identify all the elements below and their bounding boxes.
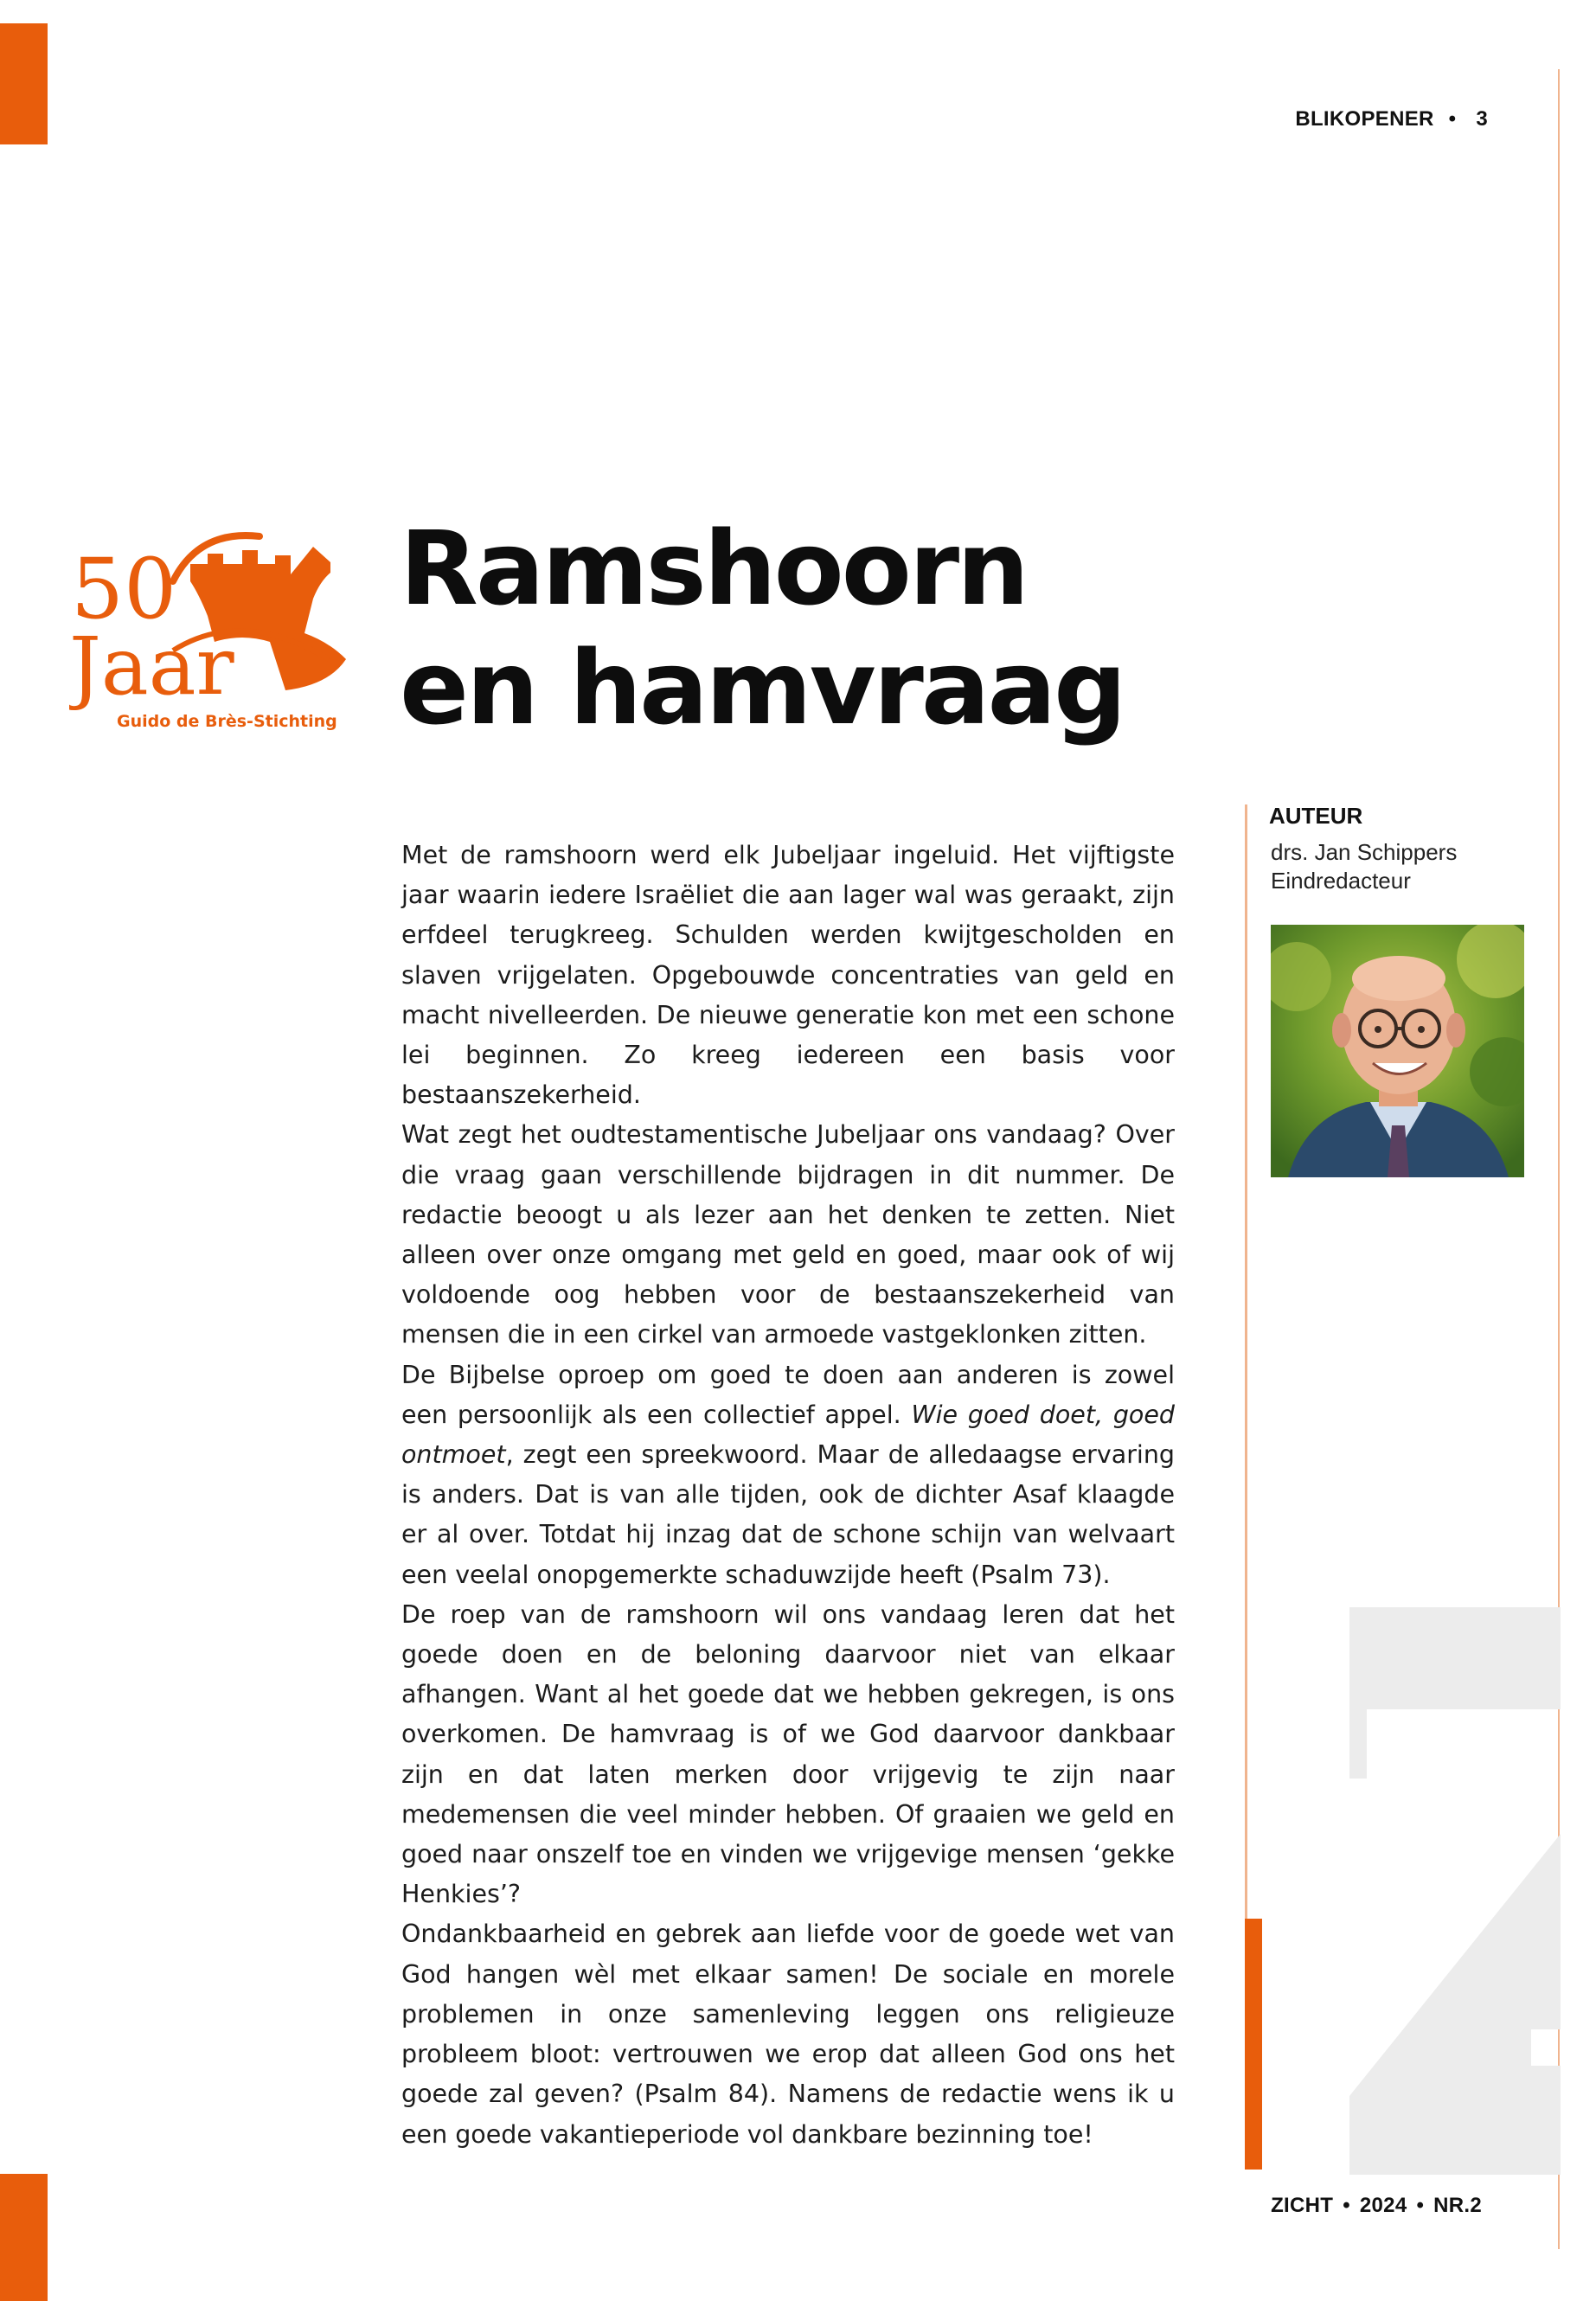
footer-separator: • bbox=[1343, 2194, 1350, 2217]
author-photo bbox=[1271, 925, 1524, 1177]
page-number: 3 bbox=[1476, 107, 1488, 131]
issue-number: NR.2 bbox=[1433, 2194, 1482, 2217]
paragraph bbox=[401, 1356, 1175, 1595]
running-footer bbox=[1271, 2194, 1482, 2218]
paragraph: Ondankbaarheid en gebrek aan liefde voor de goede wet van God hangen wèl met elkaar samen! De sociale en morele problemen in onze samenleving leggen ons religieuze probleem bloot: vertrouwen we erop dat alleen God ons het goede zal geven? (Psalm 84). Namens de redactie wens ik u een goede vakantieperiode vol dankbare bezinning toe! bbox=[401, 1920, 1175, 2149]
running-header bbox=[1295, 107, 1488, 131]
issue-year: 2024 bbox=[1359, 2194, 1407, 2217]
accent-bar-column bbox=[1245, 1919, 1262, 2170]
magazine-name: ZICHT bbox=[1271, 2194, 1334, 2217]
accent-bar-bottom bbox=[0, 2174, 48, 2301]
header-bullet: • bbox=[1448, 107, 1457, 131]
footer-separator: • bbox=[1416, 2194, 1425, 2217]
column-rule bbox=[1245, 804, 1247, 1920]
title-line-2: en hamvraag bbox=[400, 628, 1125, 747]
logo-organisation: Guido de Brès-Stichting bbox=[117, 712, 337, 731]
paragraph-text: , zegt een spreekwoord. Maar de alledaagse ervaring is anders. Dat is van alle tijden, ook de dichter Asaf klaagde er al over. Totdat hij inzag dat de schone schijn van welvaart een veelal onopgemerkte schaduwzijde heeft (Psalm 73). bbox=[401, 1440, 1175, 1589]
logo-number: 50 bbox=[71, 541, 177, 638]
author-role: Eindredacteur bbox=[1271, 868, 1411, 894]
article-title bbox=[400, 509, 1178, 747]
article-body bbox=[401, 836, 1175, 2155]
author-name: drs. Jan Schippers bbox=[1271, 839, 1458, 865]
logo-word: Jaar bbox=[69, 620, 234, 713]
paragraph: Met de ramshoorn werd elk Jubeljaar ingeluid. Het vijftigste jaar waarin iedere Israëliet die aan lager wal was geraakt, zijn erfdeel terugkreeg. Schulden werden kwijtgescholden en slaven vrijgelaten. Opgebouwde concentraties van geld en macht nivelleerden. De nieuwe generatie kon met een schone lei beginnen. Zo kreeg iedereen een basis voor bestaanszekerheid. bbox=[401, 841, 1175, 1110]
author-label: AUTEUR bbox=[1269, 803, 1363, 829]
background-numeral-2 bbox=[1349, 1607, 1561, 2175]
anniversary-logo bbox=[69, 512, 372, 737]
italic-proverb: Wie goed doet, goed ontmoet bbox=[401, 1400, 1175, 1470]
paragraph: Wat zegt het oudtestamentische Jubeljaar ons vandaag? Over die vraag gaan verschillende bijdragen in dit nummer. De redactie beoogt u als lezer aan het denken te zetten. Niet alleen over onze omgang met geld en goed, maar ook of wij voldoende oog hebben voor de bestaanszekerheid van mensen die in een cirkel van armoede vastgeklonken zitten. bbox=[401, 1120, 1175, 1349]
paragraph-text: De Bijbelse oproep om goed te doen aan anderen is zowel een persoonlijk als een collectief appel. bbox=[401, 1360, 1175, 1429]
accent-bar-top bbox=[0, 23, 48, 144]
paragraph: De roep van de ramshoorn wil ons vandaag leren dat het goede doen en de beloning daarvoor niet van elkaar afhangen. Want al het goede dat we hebben gekregen, is ons overkomen. De hamvraag is of we God daarvoor dankbaar zijn en dat laten merken door vrijgevig te zijn naar medemensen die veel minder hebben. Of graaien we geld en goed naar onszelf toe en vinden we vrijgevige mensen ‘gekke Henkies’? bbox=[401, 1599, 1175, 1909]
section-name: BLIKOPENER bbox=[1295, 107, 1434, 131]
title-line-1: Ramshoorn bbox=[400, 509, 1028, 628]
